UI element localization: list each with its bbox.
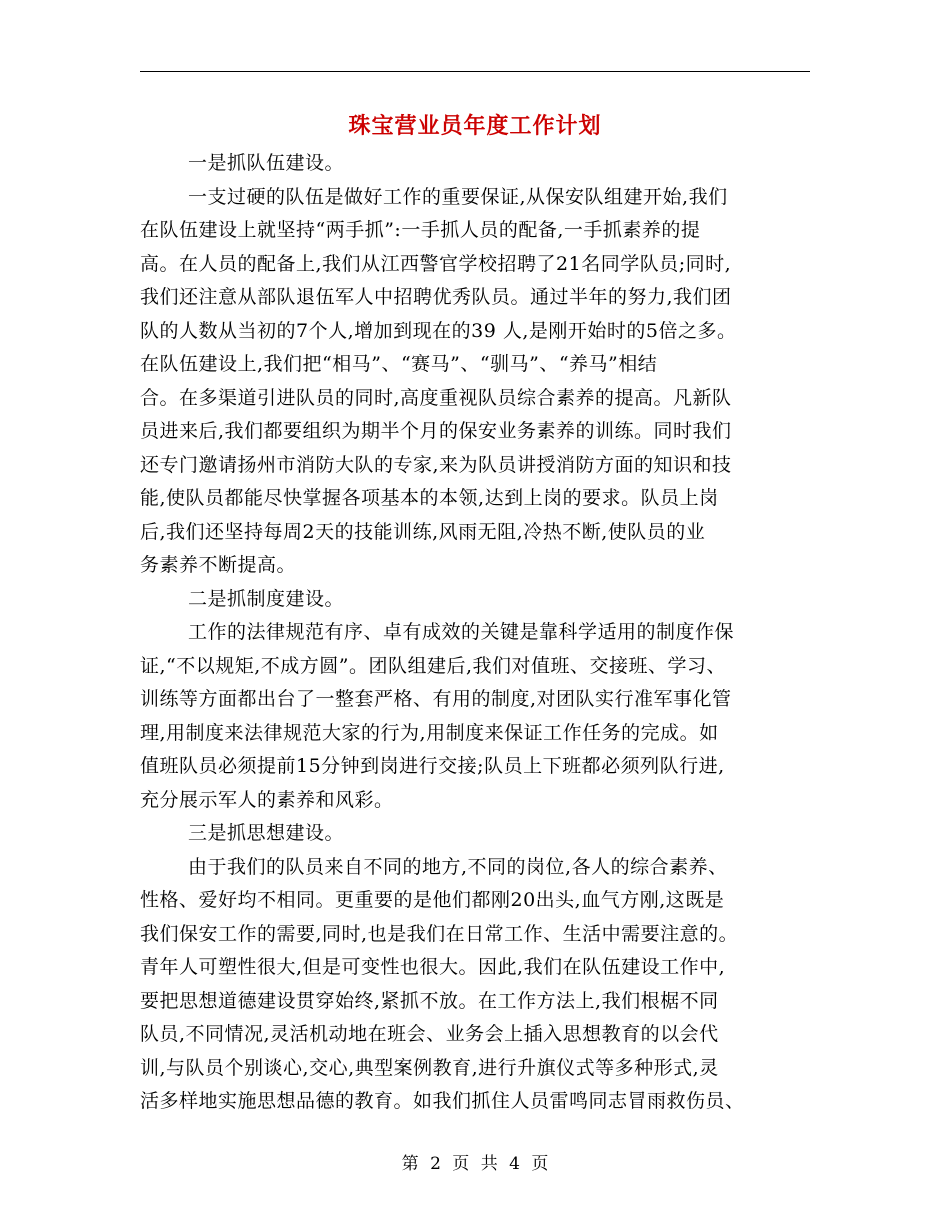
document-title: 珠宝营业员年度工作计划 xyxy=(348,113,602,139)
body-line: 员进来后,我们都要组织为期半个月的保安业务素养的训练。同时我们 xyxy=(140,420,732,442)
body-line: 二是抓制度建设。 xyxy=(188,587,345,610)
body-line: 在队伍建设上,我们把“相马”、“赛马”、“驯马”、“养马”相结 xyxy=(140,353,658,375)
body-line: 合。在多渠道引进队员的同时,高度重视队员综合素养的提高。凡新队 xyxy=(140,386,732,409)
header-rule xyxy=(140,71,810,72)
body-line: 值班队员必须提前15分钟到岗进行交接;队员上下班都必须列队行进, xyxy=(140,755,725,777)
body-line: 队的人数从当初的7个人,增加到现在的39 人,是刚开始时的5倍之多。 xyxy=(140,319,737,342)
body-line: 能,使队员都能尽快掌握各项基本的本领,达到上岗的要求。队员上岗 xyxy=(140,487,719,509)
page-number: 第 2 页 共 4 页 xyxy=(401,1154,549,1174)
body-line: 务素养不断提高。 xyxy=(140,554,297,576)
body-line: 队员,不同情况,灵活机动地在班会、业务会上插入思想教育的以会代 xyxy=(140,1023,719,1045)
body-line: 高。在人员的配备上,我们从江西警官学校招聘了21名同学队员;同时, xyxy=(140,252,732,275)
body-line: 在队伍建设上就坚持“两手抓”:一手抓人员的配备,一手抓素养的提 xyxy=(140,219,701,241)
body-line: 一支过硬的队伍是做好工作的重要保证,从保安队组建开始,我们 xyxy=(188,185,728,208)
body-line: 充分展示军人的素养和风彩。 xyxy=(140,788,394,811)
document-body xyxy=(140,147,810,1119)
body-line: 工作的法律规范有序、卓有成效的关键是靠科学适用的制度作保 xyxy=(188,621,735,643)
body-line: 一是抓队伍建设。 xyxy=(188,152,345,174)
body-line: 理,用制度来法律规范大家的行为,用制度来保证工作任务的完成。如 xyxy=(140,721,719,744)
body-line: 我们保安工作的需要,同时,也是我们在日常工作、生活中需要注意的。 xyxy=(140,922,739,945)
body-line: 性格、爱好均不相同。更重要的是他们都刚20出头,血气方刚,这既是 xyxy=(140,889,725,911)
body-line: 还专门邀请扬州市消防大队的专家,来为队员讲授消防方面的知识和技 xyxy=(140,453,732,476)
body-line: 青年人可塑性很大,但是可变性也很大。因此,我们在队伍建设工作中, xyxy=(140,956,726,978)
body-line: 由于我们的队员来自不同的地方,不同的岗位,各人的综合素养、 xyxy=(188,855,728,878)
body-line: 要把思想道德建设贯穿始终,紧抓不放。在工作方法上,我们根椐不同 xyxy=(140,989,719,1012)
body-line: 训练等方面都出台了一整套严格、有用的制度,对团队实行准军事化管 xyxy=(140,688,732,710)
body-line: 三是抓思想建设。 xyxy=(188,822,345,844)
body-line: 我们还注意从部队退伍军人中招聘优秀队员。通过半年的努力,我们团 xyxy=(140,286,732,308)
body-line: 活多样地实施思想品德的教育。如我们抓住人员雷鸣同志冒雨救伤员、 xyxy=(140,1090,745,1112)
body-line: 证,“不以规矩,不成方圆”。团队组建后,我们对值班、交接班、学习、 xyxy=(140,654,727,677)
body-line: 后,我们还坚持每周2天的技能训练,风雨无阻,冷热不断,使队员的业 xyxy=(140,520,706,543)
body-line: 训,与队员个别谈心,交心,典型案例教育,进行升旗仪式等多种形式,灵 xyxy=(140,1056,719,1079)
